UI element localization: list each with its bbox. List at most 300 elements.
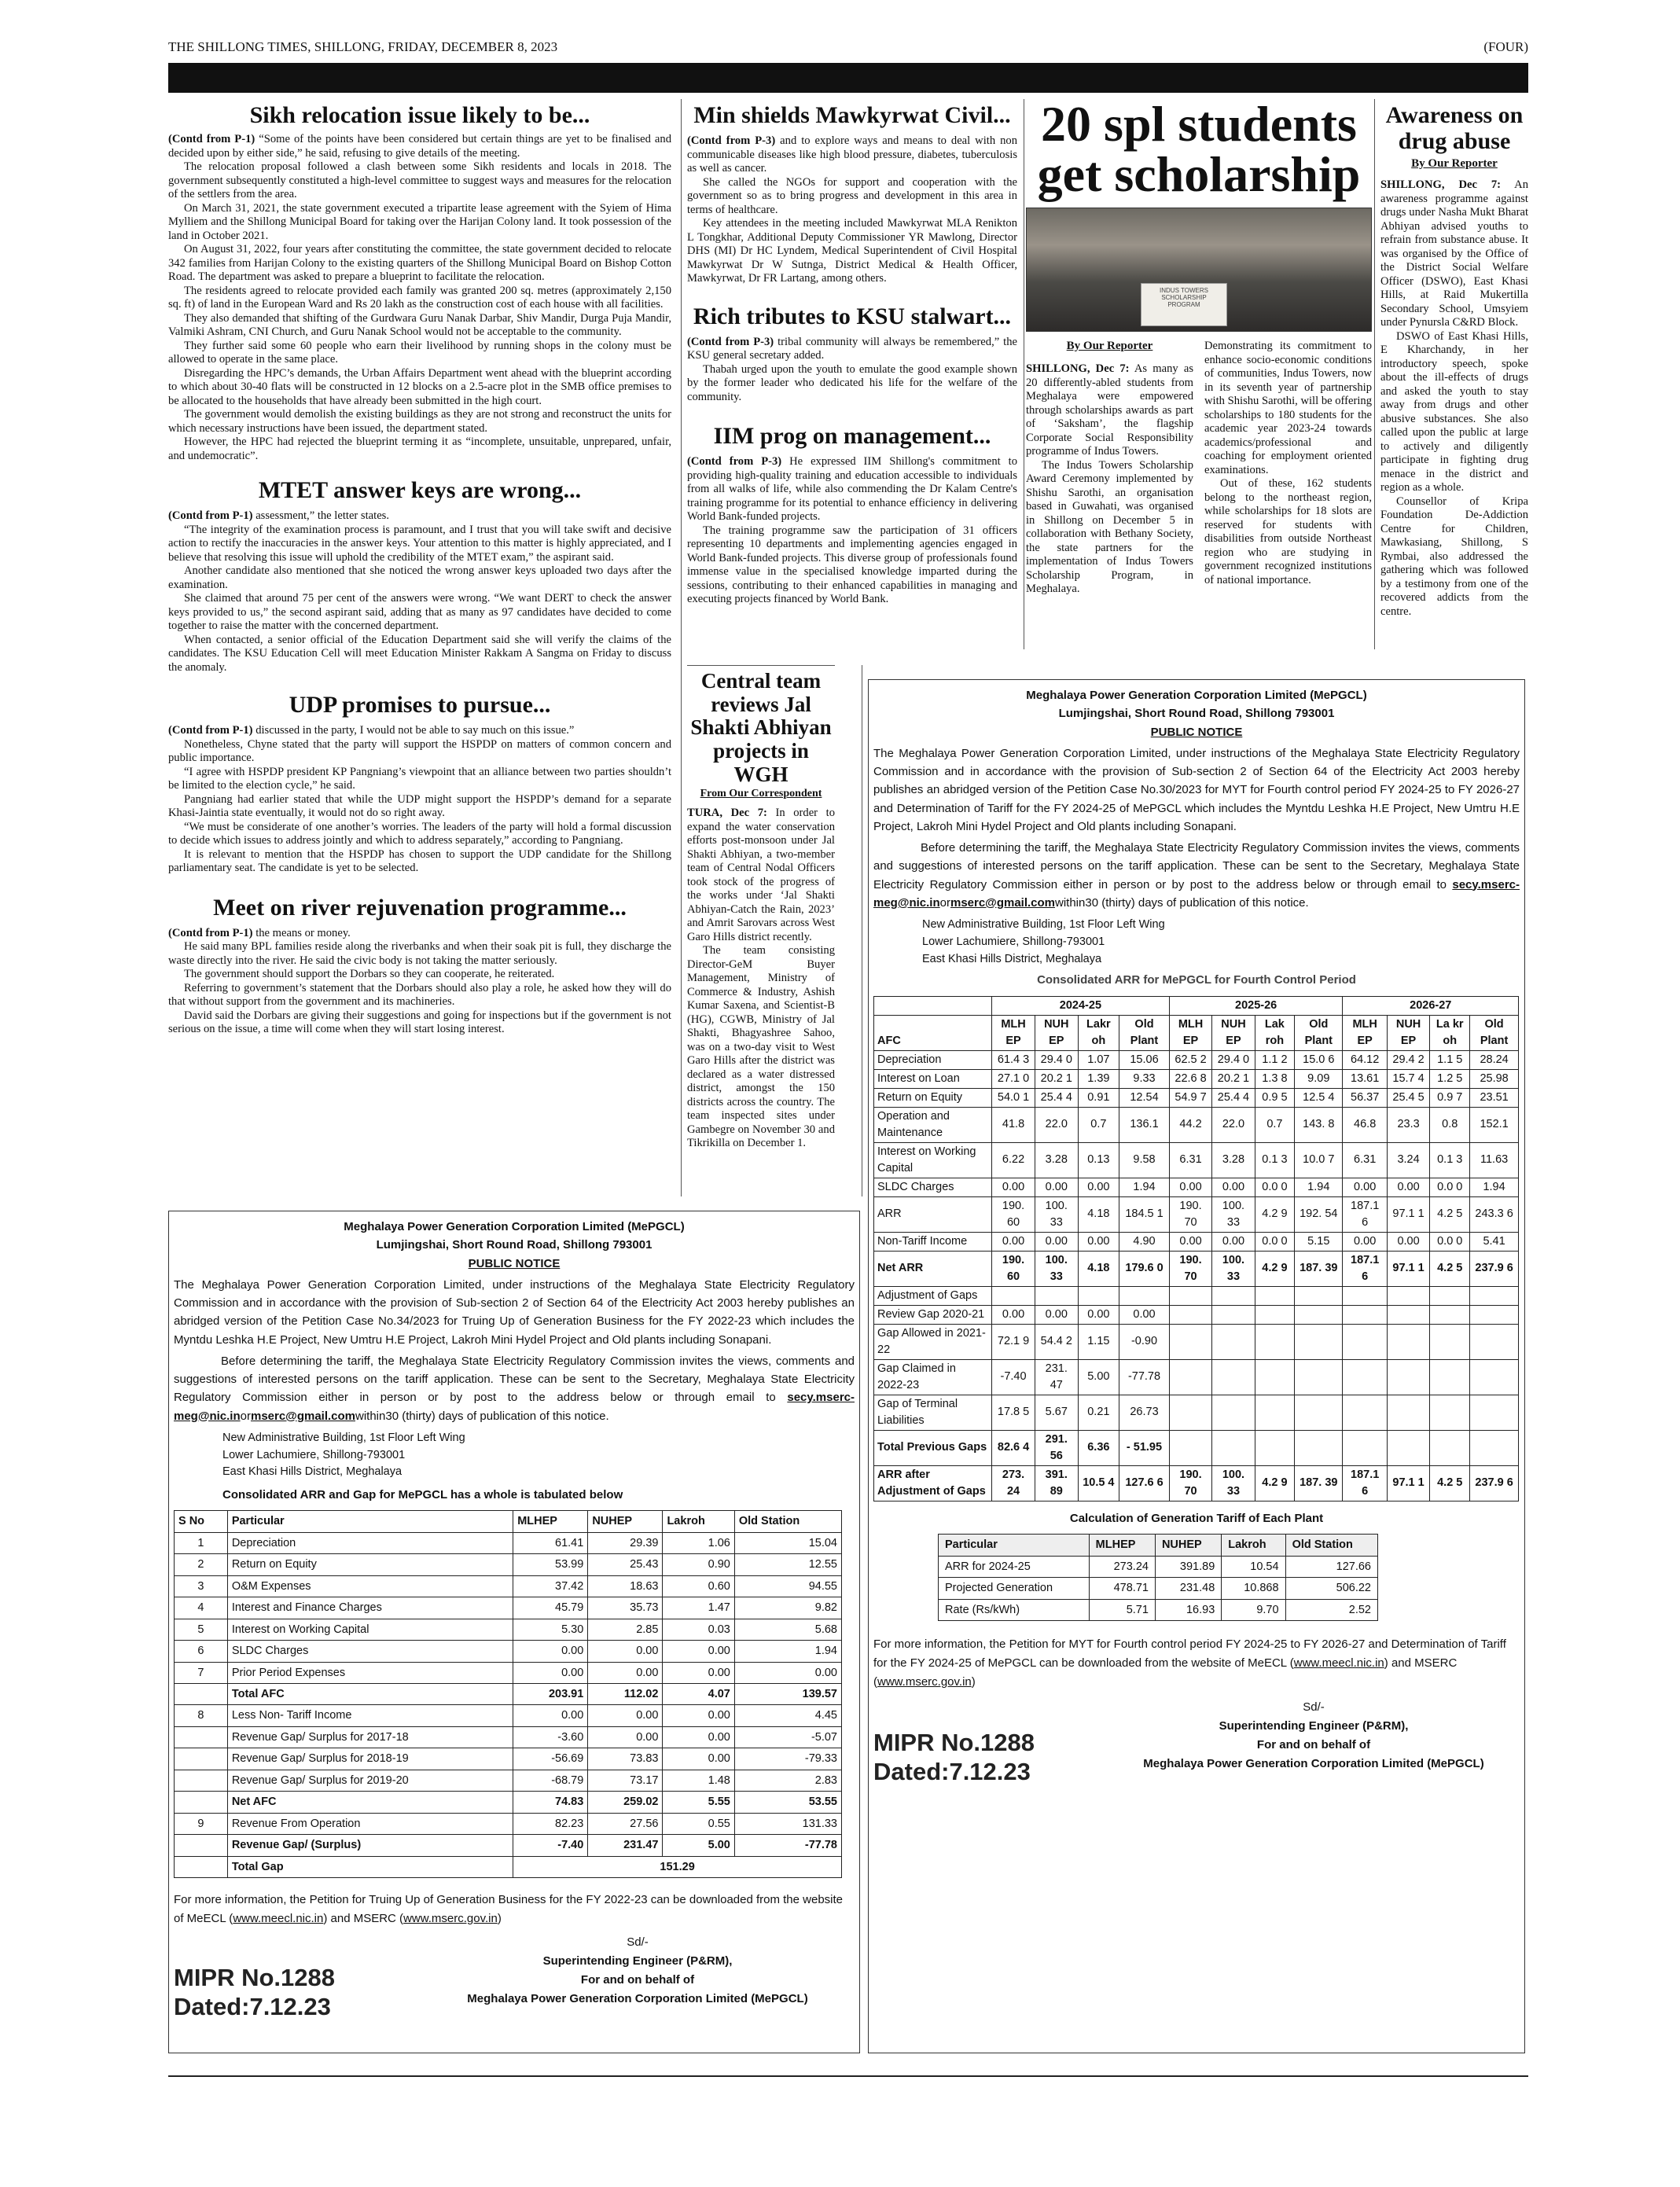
paragraph: “I agree with HSPDP president KP Pangniang’s viewpoint that an alliance between two parties shouldn’t be limited to the election cycle,” he said.	[168, 765, 671, 792]
notice1-email2[interactable]: mserc@gmail.com	[250, 1409, 355, 1423]
table-cell	[1212, 1430, 1255, 1465]
table-cell	[1169, 1359, 1211, 1395]
table-cell	[175, 1770, 228, 1791]
table-cell: 23.51	[1470, 1088, 1519, 1107]
table-cell: 5.15	[1295, 1232, 1343, 1251]
paragraph: (Contd from P-1) “Some of the points have been considered but certain things are yet to be finalised and decided upon by either side,” he said, refusing to give details of the meeting.	[168, 133, 672, 160]
table-row	[175, 1835, 842, 1856]
paragraph: When contacted, a senior official of the Education Department said she will verify the claims of the candidates. The KSU Education Cell will meet Education Minister Rakkam A Sangma on Friday to discuss the anomaly.	[168, 633, 671, 674]
table-cell: 82.6 4	[992, 1430, 1035, 1465]
notice1-mipr: MIPR No.1288 Dated:7.12.23	[174, 1964, 336, 2021]
paragraph: “The integrity of the examination process is paramount, and I trust that you will take swift and decisive action to rectify the inaccuracies in the answer keys. Your attention to this matter is highly appreciated, and I believe that resolving this issue will uphold the credibility of the MTET exam,” the aspirant said.	[168, 523, 671, 564]
table-cell: 10.54	[1222, 1556, 1285, 1577]
table-cell: 4.2 5	[1430, 1465, 1470, 1501]
table-cell: 391. 89	[1035, 1465, 1078, 1501]
table-cell	[1119, 1286, 1170, 1305]
paragraph: (Contd from P-1) the means or money.	[168, 926, 351, 939]
table-header-cell: 2025-26	[1169, 996, 1343, 1015]
column-1	[168, 102, 671, 1037]
address-line: Lower Lachumiere, Shillong-793001	[922, 935, 1105, 948]
headline-ksu: Rich tributes to KSU stalwart...	[693, 303, 1012, 329]
table-row	[874, 1142, 1519, 1178]
paragraph: (Contd from P-3) and to explore ways and means to deal with non communicable diseases like high blood pressure, diabetes, tuberculosis as well as cancer.	[687, 134, 1017, 175]
table-cell	[1169, 1286, 1211, 1305]
table-header-cell: Old Station	[1285, 1535, 1377, 1556]
table-cell: 20.2 1	[1035, 1069, 1078, 1088]
table-cell: 12.55	[734, 1554, 841, 1575]
table-cell	[1295, 1430, 1343, 1465]
table-cell: 61.4 3	[992, 1050, 1035, 1069]
table-row	[175, 1554, 842, 1575]
table-row	[939, 1556, 1378, 1577]
table-cell: 0.00	[663, 1641, 734, 1662]
table-cell: 291. 56	[1035, 1430, 1078, 1465]
table-cell: 2.52	[1285, 1599, 1377, 1620]
table-row	[175, 1597, 842, 1619]
table-cell	[1212, 1359, 1255, 1395]
column-2	[687, 102, 1017, 607]
table-cell: 0.00	[588, 1662, 663, 1683]
table-cell: 0.8	[1430, 1107, 1470, 1142]
table-cell: 22.0	[1212, 1107, 1255, 1142]
table-cell	[1387, 1430, 1429, 1465]
table-cell: 4.07	[663, 1684, 734, 1705]
table-header-cell: Lak roh	[1255, 1015, 1294, 1050]
notice2-footer: For more information, the Petition for MYT for Fourth control period FY 2024-25 to FY 2026-27 and Determination of Tariff for the FY 2024-25 of MePGCL can be downloaded from the website of MeECL (www.meecl.nic.in) and MSERC (www.mserc.gov.in)	[873, 1637, 1506, 1689]
paragraph: The government would demolish the existing buildings as they are not strong and reconstruct the units for which necessary instructions have been issued, the department stated.	[168, 408, 671, 435]
table-cell: 4.2 9	[1255, 1251, 1294, 1286]
table-header-cell: MLH EP	[1343, 1015, 1387, 1050]
table-cell: 0.00	[1169, 1178, 1211, 1196]
table-cell: 12.54	[1119, 1088, 1170, 1107]
table-cell	[1430, 1305, 1470, 1324]
table-cell: 12.5 4	[1295, 1088, 1343, 1107]
table-cell: 73.83	[588, 1748, 663, 1770]
notice1-footer: For more information, the Petition for Truing Up of Generation Business for the FY 2022-23 can be downloaded from the website of MeECL (www.meecl.nic.in) and MSERC (www.mserc.gov.in)	[174, 1893, 844, 1926]
table-cell: 7	[175, 1662, 228, 1683]
table-cell: 237.9 6	[1470, 1465, 1519, 1501]
table-cell: 62.5 2	[1169, 1050, 1211, 1069]
headline-udp: UDP promises to pursue...	[289, 692, 551, 718]
table-cell	[1470, 1359, 1519, 1395]
table-cell: 9.82	[734, 1597, 841, 1619]
table-cell: 179.6 0	[1119, 1251, 1170, 1286]
table-cell: Less Non- Tariff Income	[227, 1705, 513, 1726]
paragraph: Nonetheless, Chyne stated that the party will support the HSPDP on matters of common concern and public importance.	[168, 737, 671, 764]
table-cell: 97.1 1	[1387, 1251, 1429, 1286]
table-row	[175, 1813, 842, 1834]
table-header-cell: Old Station	[734, 1511, 841, 1532]
table-cell: 187.1 6	[1343, 1465, 1387, 1501]
paragraph: Pangniang had earlier stated that while the UDP might support the HSPDP’s demand for a separate Khasi-Jaintia state eventually, it would not do so right away.	[168, 792, 671, 819]
notice1-signature-area	[174, 1928, 855, 2038]
table-cell: 27.56	[588, 1813, 663, 1834]
table-cell: 22.0	[1035, 1107, 1078, 1142]
table-cell: -68.79	[513, 1770, 588, 1791]
paragraph: The team consisting Director-GeM Buyer Management, Ministry of Commerce & Industry, Ashish Kumar Saxena, and Scientist-B (HG), CGWB, Ministry of Jal Shakti, Bhagyashree Sahoo, was on a two-day visit to West Garo Hills after the district was declared as a water distressed district, amongst the 150 districts across the country. The team inspected sites under Gambegre on November 30 and Tikrikilla on December 1.	[687, 944, 835, 1150]
headline-jal: Central team reviews Jal Shakti Abhiyan projects in WGH	[690, 669, 832, 786]
table-cell: 41.8	[992, 1107, 1035, 1142]
table-row	[874, 1465, 1519, 1501]
paragraph: The government should support the Dorbars so they can cooperate, he reiterated.	[184, 968, 555, 980]
table-cell: 82.23	[513, 1813, 588, 1834]
notice2-link-mserc[interactable]: www.mserc.gov.in	[877, 1675, 972, 1689]
article-scholarship-left	[1026, 362, 1193, 597]
jal-story	[687, 670, 835, 1151]
table-cell: 22.6 8	[1169, 1069, 1211, 1088]
table-header-cell: 2026-27	[1343, 996, 1519, 1015]
table-header-cell: MLH EP	[1169, 1015, 1211, 1050]
notice1-table-title: Consolidated ARR and Gap for MePGCL has a whole is tabulated below	[222, 1488, 623, 1501]
table-header-row	[874, 1015, 1519, 1050]
address-line: Lower Lachumiere, Shillong-793001	[222, 1448, 406, 1461]
table-cell: 74.83	[513, 1792, 588, 1813]
paragraph: However, the HPC had rejected the blueprint terming it as “incomplete, unsuitable, unprepared, unfair, and undemocratic”.	[168, 436, 671, 462]
paragraph: Referring to government’s statement that the Dorbars should also play a role, he asked how they will do that without support from the government and its machineries.	[168, 981, 671, 1008]
notice2-email1[interactable]: secy.mserc-meg@nic.in	[873, 877, 1520, 910]
table-cell: 112.02	[588, 1684, 663, 1705]
table-cell: 1.94	[1295, 1178, 1343, 1196]
notice1-email1[interactable]: secy.mserc-meg@nic.in	[174, 1391, 855, 1423]
table-cell	[1295, 1359, 1343, 1395]
notice2-signature: Sd/- Superintending Engineer (P&RM), For and on behalf of Meghalaya Power Generation Corporation Limited (MePGCL)	[1143, 1700, 1484, 1771]
table-cell: -77.78	[1119, 1359, 1170, 1395]
table-cell: 100. 33	[1212, 1196, 1255, 1232]
article-udp	[168, 724, 671, 876]
table-cell: 97.1 1	[1387, 1196, 1429, 1232]
table-cell: 0.00	[513, 1641, 588, 1662]
table-cell: 3.28	[1035, 1142, 1078, 1178]
table-cell: O&M Expenses	[227, 1575, 513, 1597]
table-cell: Prior Period Expenses	[227, 1662, 513, 1683]
table-row	[175, 1770, 842, 1791]
table-cell	[1343, 1286, 1387, 1305]
table-cell: 506.22	[1285, 1578, 1377, 1599]
table-header-cell: Particular	[939, 1535, 1090, 1556]
table-cell: 190. 70	[1169, 1465, 1211, 1501]
table-cell: 0.13	[1078, 1142, 1119, 1178]
table-cell: 54.4 2	[1035, 1324, 1078, 1359]
table-cell: 0.03	[663, 1619, 734, 1640]
table-cell: 6	[175, 1641, 228, 1662]
table-cell	[1295, 1324, 1343, 1359]
table-cell: 56.37	[1343, 1088, 1387, 1107]
table-cell: Revenue From Operation	[227, 1813, 513, 1834]
table-cell: -3.60	[513, 1726, 588, 1748]
table-cell	[1343, 1305, 1387, 1324]
table-cell: 45.79	[513, 1597, 588, 1619]
table-cell: 231.47	[588, 1835, 663, 1856]
paragraph: Thabah urged upon the youth to emulate the good example shown by the former leader who dedicated his life for the welfare of the community.	[687, 362, 1017, 403]
article-mtet	[168, 509, 671, 674]
table-row	[175, 1748, 842, 1770]
table-cell: 0.00	[992, 1178, 1035, 1196]
table-cell: Revenue Gap/ Surplus for 2017-18	[227, 1726, 513, 1748]
table-cell	[1387, 1286, 1429, 1305]
table-cell	[1255, 1395, 1294, 1430]
table-cell: 0.00	[1343, 1178, 1387, 1196]
headline-iim: IIM prog on management...	[713, 423, 991, 449]
table-cell: 187.1 6	[1343, 1196, 1387, 1232]
table-cell: 8	[175, 1705, 228, 1726]
table-cell: Depreciation	[227, 1532, 513, 1553]
table-cell: 44.2	[1169, 1107, 1211, 1142]
table-cell: SLDC Charges	[227, 1641, 513, 1662]
table-cell: Interest on Loan	[874, 1069, 992, 1088]
article-ksu	[687, 336, 1017, 405]
table-cell: 0.00	[588, 1641, 663, 1662]
table-row	[874, 1430, 1519, 1465]
paragraph: (Contd from P-1) discussed in the party, I would not be able to say much on this issue.”	[168, 724, 575, 737]
table-cell	[1212, 1324, 1255, 1359]
notice2-email2[interactable]: mserc@gmail.com	[950, 895, 1055, 910]
table-cell: 0.00	[1078, 1232, 1119, 1251]
paragraph: (Contd from P-3) tribal community will always be remembered,” the KSU general secretary added.	[687, 335, 1017, 362]
table-header-cell: La kr oh	[1430, 1015, 1470, 1050]
table-cell: 0.00	[992, 1232, 1035, 1251]
table-cell: 203.91	[513, 1684, 588, 1705]
paragraph: They further said some 60 people who earn their livelihood by running shops in the colony must be allowed to operate in the same place.	[168, 339, 671, 366]
scholarship-banner: INDUS TOWERS SCHOLARSHIP PROGRAM	[1141, 283, 1227, 326]
table-cell	[1430, 1430, 1470, 1465]
table-cell: 273.24	[1089, 1556, 1155, 1577]
table-cell: 100. 33	[1212, 1251, 1255, 1286]
table-cell: 4.2 9	[1255, 1196, 1294, 1232]
table-cell: 6.31	[1343, 1142, 1387, 1178]
table-cell: 16.93	[1155, 1599, 1221, 1620]
table-cell: 53.99	[513, 1554, 588, 1575]
table-cell: 25.4 4	[1035, 1088, 1078, 1107]
table-cell: 100. 33	[1035, 1251, 1078, 1286]
table-cell: 4.45	[734, 1705, 841, 1726]
notice1-address: Lumjingshai, Short Round Road, Shillong 793001	[376, 1238, 653, 1252]
table-row	[939, 1578, 1378, 1599]
article-scholarship-right	[1204, 340, 1372, 587]
table-cell: 1	[175, 1532, 228, 1553]
table-cell: 94.55	[734, 1575, 841, 1597]
table-cell: 100. 33	[1212, 1465, 1255, 1501]
table-cell: 273. 24	[992, 1465, 1035, 1501]
table-cell: 0.00	[1078, 1178, 1119, 1196]
article-iim	[687, 455, 1017, 607]
jal-top-rule	[687, 665, 835, 666]
paragraph: David said the Dorbars are giving their suggestions and going for inspections but if the government is not serious on the issue, a time will come when they will start losing interest.	[168, 1009, 671, 1035]
table-cell: 136.1	[1119, 1107, 1170, 1142]
table-header-cell: NUH EP	[1035, 1015, 1078, 1050]
table-cell: 5.00	[663, 1835, 734, 1856]
table-cell: -7.40	[992, 1359, 1035, 1395]
address-line: East Khasi Hills District, Meghalaya	[222, 1465, 403, 1479]
table-cell: 27.1 0	[992, 1069, 1035, 1088]
table-row	[874, 1069, 1519, 1088]
notice2-address-block	[922, 917, 1520, 968]
table-cell: 5.71	[1089, 1599, 1155, 1620]
table-cell: 0.00	[1119, 1305, 1170, 1324]
table-cell: 0.9 5	[1255, 1088, 1294, 1107]
table-header-cell: Old Plant	[1470, 1015, 1519, 1050]
table-header-cell: MLH EP	[992, 1015, 1035, 1050]
table-cell	[175, 1726, 228, 1748]
table-cell: 391.89	[1155, 1556, 1221, 1577]
table-cell: Gap Allowed in 2021-22	[874, 1324, 992, 1359]
table-cell: 0.00	[1035, 1305, 1078, 1324]
table-cell	[1035, 1286, 1078, 1305]
notice2-title: PUBLIC NOTICE	[1150, 725, 1243, 739]
table-cell: 29.39	[588, 1532, 663, 1553]
table-cell: 151.29	[513, 1856, 842, 1877]
table-row	[874, 1305, 1519, 1324]
table-cell: 25.4 4	[1212, 1088, 1255, 1107]
table-cell: 478.71	[1089, 1578, 1155, 1599]
headline-scholarship: 20 spl students get scholarship	[1037, 96, 1361, 202]
table-cell: 0.00	[1035, 1178, 1078, 1196]
notice2-link-meecl[interactable]: www.meecl.nic.in	[1293, 1656, 1384, 1671]
arr-gap-table	[174, 1510, 842, 1878]
table-cell: 0.55	[663, 1813, 734, 1834]
table-cell: 0.00	[663, 1662, 734, 1683]
table-cell	[175, 1748, 228, 1770]
address-line: New Administrative Building, 1st Floor Left Wing	[922, 918, 1165, 931]
notice1-link-meecl[interactable]: www.meecl.nic.in	[233, 1912, 324, 1926]
table-cell	[1169, 1305, 1211, 1324]
page-number: (FOUR)	[1483, 39, 1528, 54]
table-row	[874, 1088, 1519, 1107]
table-row	[175, 1726, 842, 1748]
table-cell: 0.91	[1078, 1088, 1119, 1107]
paragraph: On August 31, 2022, four years after constituting the committee, the state government decided to relocate 342 families from Harijan Colony to the existing quarters of the Shillong Municipal Board on Bishop Cotton Road. The department was asked to prepare a blueprint to facilitate the relocation.	[168, 243, 671, 283]
table-cell: 2.85	[588, 1619, 663, 1640]
headline-mtet: MTET answer keys are wrong...	[258, 477, 582, 503]
table-cell	[1169, 1430, 1211, 1465]
byline-jal: From Our Correspondent	[700, 788, 822, 800]
table-cell: 10.868	[1222, 1578, 1285, 1599]
table-cell: 15.7 4	[1387, 1069, 1429, 1088]
paragraph: Counsellor of Kripa Foundation De-Addiction Centre for Children, Mawkasiang, Shillong, S Rymbai, also addressed the gathering which was followed by a testimony from one of the recovered addicts from the centre.	[1380, 494, 1528, 618]
table-header-cell: NUH EP	[1212, 1015, 1255, 1050]
table-header-cell: 2024-25	[992, 996, 1170, 1015]
table-cell: 25.98	[1470, 1069, 1519, 1088]
table-cell: 6.22	[992, 1142, 1035, 1178]
table-cell: 6.31	[1169, 1142, 1211, 1178]
notice2-org: Meghalaya Power Generation Corporation Limited (MePGCL)	[1026, 689, 1367, 702]
table-cell: Review Gap 2020-21	[874, 1305, 992, 1324]
table-cell: 0.00	[1035, 1232, 1078, 1251]
table-cell: 152.1	[1470, 1107, 1519, 1142]
table-cell: Total Gap	[227, 1856, 513, 1877]
table-cell: 0.0 0	[1430, 1232, 1470, 1251]
headline-sikh: Sikh relocation issue likely to be...	[249, 102, 590, 128]
table-cell: 0.21	[1078, 1395, 1119, 1430]
table-cell: 259.02	[588, 1792, 663, 1813]
paragraph: (Contd from P-3) He expressed IIM Shillong's commitment to providing high-quality training and education accessible to individuals from all walks of life, while also commending the Dr Kalam Centre's training programme for its potential to enhance efficiency in delivering World Bank-funded projects.	[687, 455, 1017, 523]
table-cell: -0.90	[1119, 1324, 1170, 1359]
table-cell: 190. 70	[1169, 1196, 1211, 1232]
scholarship-story	[1026, 96, 1372, 597]
paragraph: SHILLONG, Dec 7: As many as 20 differently-abled students from Meghalaya were empowered through scholarships awards as part of ‘Saksham’, the flagship Corporate Social Responsibility programme of Indus Towers.	[1026, 362, 1193, 458]
table-cell: 1.07	[1078, 1050, 1119, 1069]
arr-table-fourth-period	[873, 996, 1519, 1501]
table-row	[175, 1792, 842, 1813]
table-cell: 9.70	[1222, 1599, 1285, 1620]
table-cell: SLDC Charges	[874, 1178, 992, 1196]
notice2-para2: Before determining the tariff, the Meghalaya State Electricity Regulatory Commission invites the views, comments and suggestions of interested persons on the tariff application. These can be sent to the Secretary, Meghalaya State Electricity Regulatory Commission either in person or by post to the address below or through email to secy.mserc-meg@nic.inormserc@gmail.comwithin30 (thirty) days of publication of this notice.	[873, 841, 1520, 910]
table-cell: 0.00	[588, 1705, 663, 1726]
table-cell: 0.00	[1212, 1178, 1255, 1196]
table-cell: 143. 8	[1295, 1107, 1343, 1142]
table-row	[874, 1178, 1519, 1196]
table-row	[874, 1286, 1519, 1305]
table-cell	[1255, 1430, 1294, 1465]
table-cell	[1255, 1286, 1294, 1305]
table-cell: ARR for 2024-25	[939, 1556, 1090, 1577]
table-cell: Return on Equity	[227, 1554, 513, 1575]
table-cell: 3	[175, 1575, 228, 1597]
table-row	[874, 1196, 1519, 1232]
table-cell	[1430, 1286, 1470, 1305]
table-cell: 20.2 1	[1212, 1069, 1255, 1088]
table-cell	[1430, 1324, 1470, 1359]
paragraph: The Indus Towers Scholarship Award Ceremony implemented by Shishu Sarothi, an organisation based in Guwahati, was organised in Shillong on December 5 in collaboration with Bethany Society, the state partners for the implementation of Indus Towers Scholarship Program, in Meghalaya.	[1026, 458, 1193, 595]
table-cell: Depreciation	[874, 1050, 992, 1069]
table-cell: 5.30	[513, 1619, 588, 1640]
table-cell: 0.0 0	[1255, 1178, 1294, 1196]
table-header-row	[939, 1535, 1378, 1556]
notice1-para1: The Meghalaya Power Generation Corporation Limited, under instructions of the Meghalaya State Electricity Regulatory Commission and in accordance with the provision of Sub-section 2 of Section 64 of the Electricity Act 2003 hereby publishes an abridged version of the Petition Case No.34/2023 for Truing Up of Generation Business for the FY 2022-23 which includes the Myntdu Leshka H.E Project, New Umtru H.E Project, Lakroh Mini Hydel Project and Old plants including Sonapani.	[174, 1277, 855, 1347]
paragraph: He said many BPL families reside along the riverbanks and when their soak pit is full, they discharge the waste directly into the river. He said the civic body is not taking the matter seriously.	[168, 940, 671, 967]
table-cell: 0.00	[663, 1705, 734, 1726]
table-cell: 10.5 4	[1078, 1465, 1119, 1501]
table-cell: 53.55	[734, 1792, 841, 1813]
table-cell: 3.24	[1387, 1142, 1429, 1178]
table-cell: 1.2 5	[1430, 1069, 1470, 1088]
table-cell: -77.78	[734, 1835, 841, 1856]
table-cell: 13.61	[1343, 1069, 1387, 1088]
table-cell: Rate (Rs/kWh)	[939, 1599, 1090, 1620]
table-header-cell: NUHEP	[1155, 1535, 1221, 1556]
scholarship-photo	[1026, 208, 1372, 332]
notice1-link-mserc[interactable]: www.mserc.gov.in	[403, 1912, 498, 1926]
table-cell: 4.18	[1078, 1251, 1119, 1286]
table-cell: 1.3 8	[1255, 1069, 1294, 1088]
table-cell: 9.58	[1119, 1142, 1170, 1178]
table-cell: 243.3 6	[1470, 1196, 1519, 1232]
table-cell	[1470, 1324, 1519, 1359]
table-cell: Adjustment of Gaps	[874, 1286, 992, 1305]
paragraph: Disregarding the HPC’s demands, the Urban Affairs Department went ahead with the blueprint according to which about 30-40 flats will be constructed in 12 blocks on a 2.5-acre plot in the SMB office premises to be allocated to the households that have already been submitted in the high court.	[168, 366, 671, 407]
article-min	[687, 134, 1017, 286]
table-cell: 0.0 0	[1255, 1232, 1294, 1251]
table-cell: Revenue Gap/ Surplus for 2019-20	[227, 1770, 513, 1791]
table-header-cell: Old Plant	[1119, 1015, 1170, 1050]
table-cell	[1295, 1395, 1343, 1430]
table-cell: Interest on Working Capital	[227, 1619, 513, 1640]
table-cell: 26.73	[1119, 1395, 1170, 1430]
table-row	[175, 1532, 842, 1553]
table-header-cell: S No	[175, 1511, 228, 1532]
table-cell	[175, 1856, 228, 1877]
table-cell: 1.94	[734, 1641, 841, 1662]
table-cell: 29.4 0	[1212, 1050, 1255, 1069]
table-cell: 127.6 6	[1119, 1465, 1170, 1501]
table-cell: 5.00	[1078, 1359, 1119, 1395]
table-cell	[1387, 1324, 1429, 1359]
article-sikh	[168, 133, 671, 463]
table-cell: 35.73	[588, 1597, 663, 1619]
table-cell: 4.2 9	[1255, 1465, 1294, 1501]
table-cell: 10.0 7	[1295, 1142, 1343, 1178]
notice2-para1: The Meghalaya Power Generation Corporation Limited, under instructions of the Meghalaya State Electricity Regulatory Commission and in accordance with the provision of Sub-section 2 of Section 64 of the Electricity Act 2003 hereby publishes an abridged version of the Petition Case No.30/2023 for MYT for Fourth control period FY 2024-25 to FY 2026-27 and Determination of Tariff for the FY 2024-25 of MePGCL which includes the Myntdu Leshka H.E Project, New Umtru H.E Project, Lakroh Mini Hydel Project and Old plants including Sonapani.	[873, 746, 1520, 833]
table-cell: 97.1 1	[1387, 1465, 1429, 1501]
